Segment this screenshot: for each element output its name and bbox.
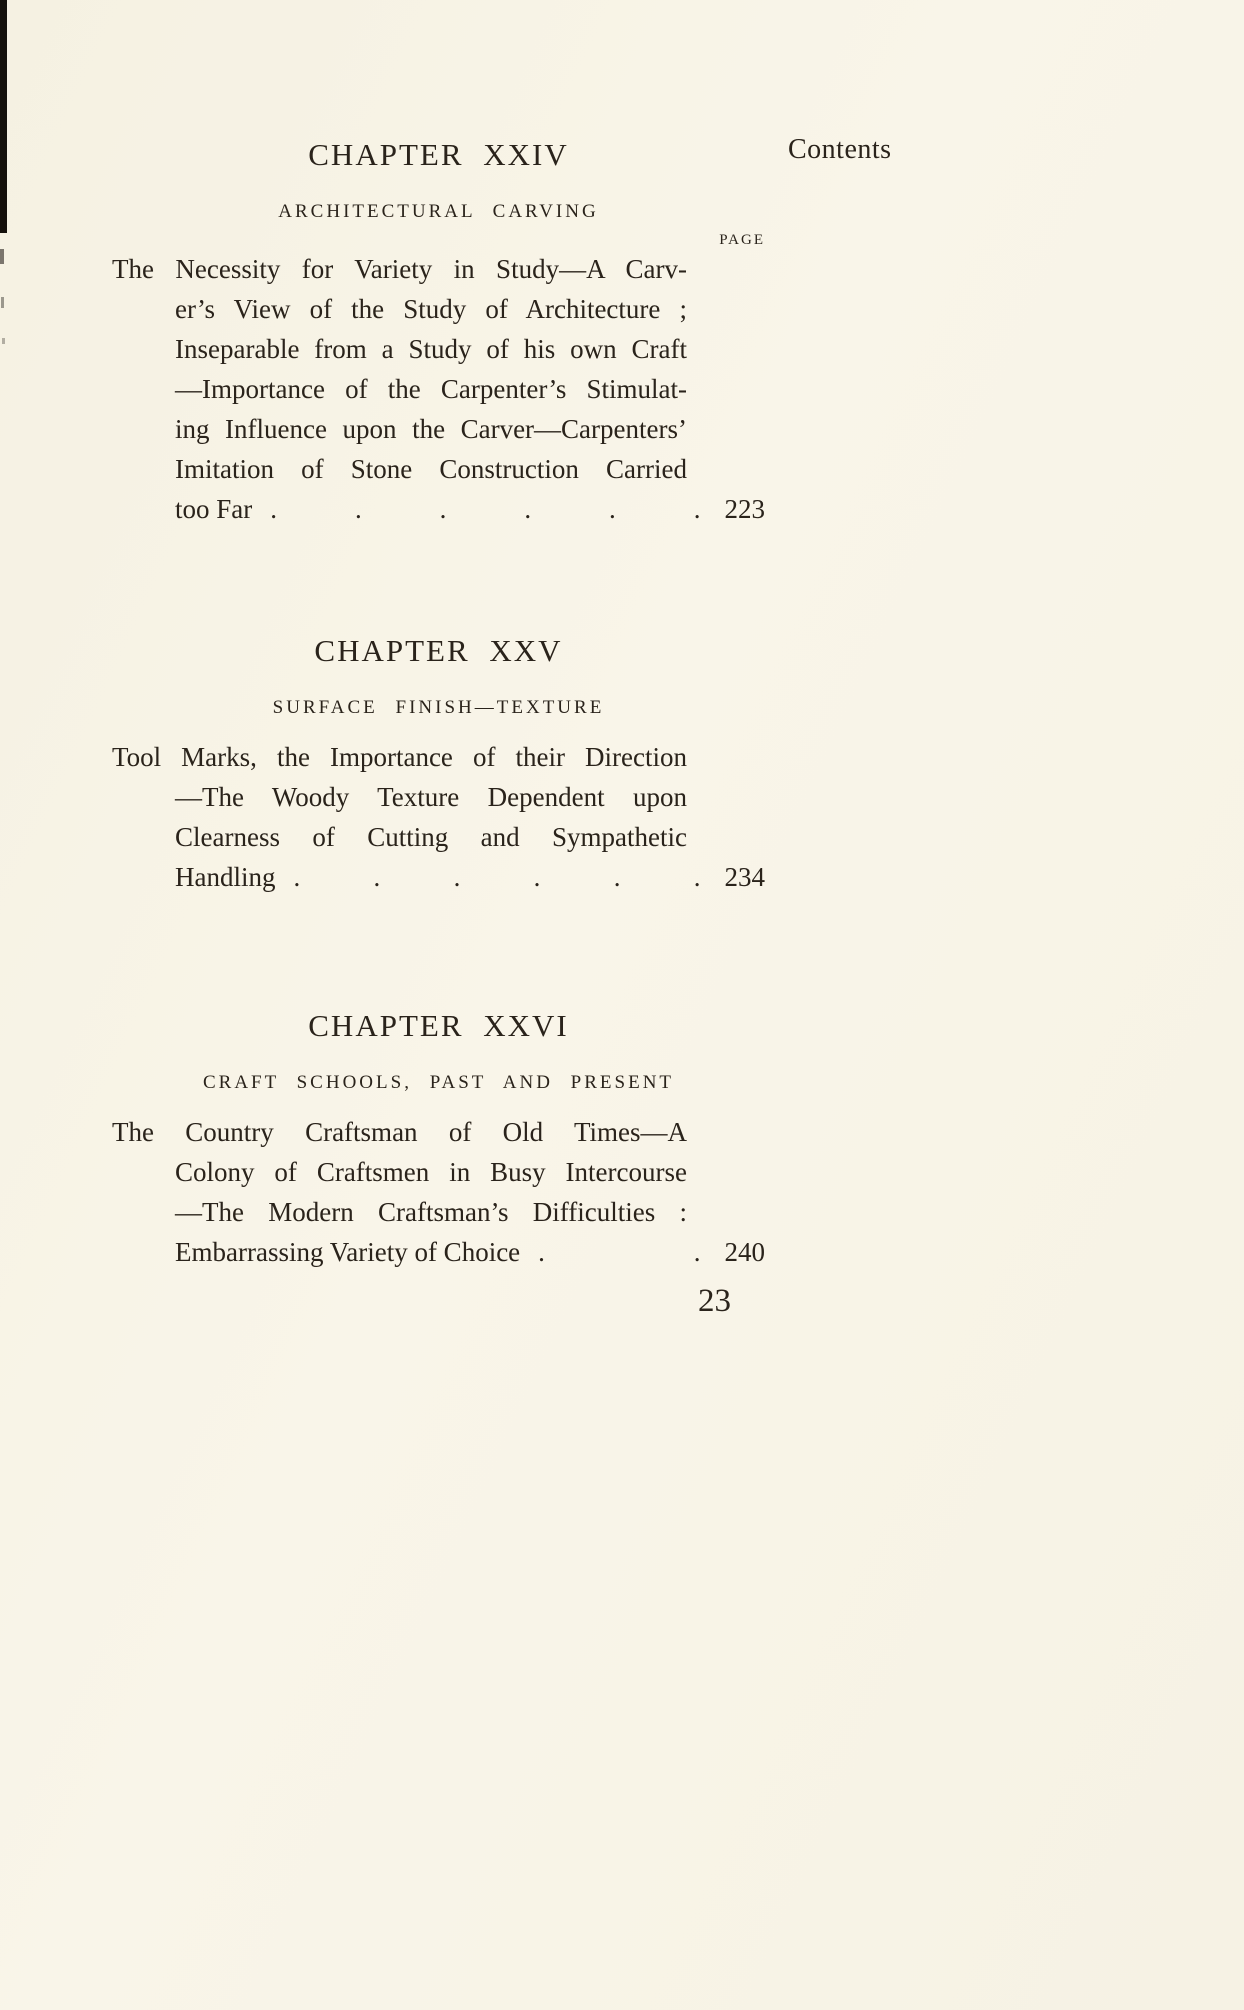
toc-entry-text: Handling [175, 862, 276, 892]
toc-entry-line: Colony of Craftsmen in Busy Intercourse [175, 1157, 687, 1187]
toc-entry-line: Tool Marks, the Importance of their Direction [112, 742, 687, 772]
chapter-page-number: 234 [724, 862, 765, 892]
toc-entry-line: —The Woody Texture Dependent upon [175, 782, 687, 812]
binding-edge-dash [2, 338, 5, 344]
toc-entry-line: —Importance of the Carpenter’s Stimulat- [175, 374, 687, 404]
chapter-summary-entry [112, 1112, 765, 1272]
toc-entry-last-line [112, 489, 765, 529]
leader-dots: . . . . . . [270, 494, 701, 524]
toc-entry-line: Inseparable from a Study of his own Craft [175, 334, 687, 364]
chapter-section [112, 1009, 765, 1272]
chapter-page-number: 223 [724, 494, 765, 524]
chapter-title: CHAPTER XXV [314, 633, 563, 668]
chapter-section [112, 634, 765, 897]
toc-entry-line: The Necessity for Variety in Study—A Carv- [112, 254, 687, 284]
toc-entry-last-line [112, 857, 765, 897]
chapter-section [112, 138, 765, 529]
chapter-title: CHAPTER XXVI [308, 1008, 569, 1043]
binding-edge-dash [1, 297, 4, 308]
running-header: Contents [788, 134, 892, 165]
toc-entry-text: too Far [175, 494, 253, 524]
toc-entry-line: Clearness of Cutting and Sympathetic [175, 822, 687, 852]
chapter-subtitle: ARCHITECTURAL CARVING [278, 201, 599, 222]
toc-entry-line: The Country Craftsman of Old Times—A [112, 1117, 687, 1147]
chapter-summary-entry [112, 737, 765, 897]
binding-edge-artifact [0, 0, 7, 233]
toc-entry-text: Embarrassing Variety of Choice [175, 1237, 521, 1267]
chapter-title: CHAPTER XXIV [308, 137, 569, 172]
leader-dots: . . [538, 1237, 701, 1267]
toc-entry-last-line [112, 1232, 765, 1272]
toc-entry-line: Imitation of Stone Construction Carried [175, 454, 687, 484]
toc-entry-line: ing Influence upon the Carver—Carpenters’ [175, 414, 687, 444]
chapter-subtitle: SURFACE FINISH—TEXTURE [272, 697, 605, 718]
chapter-subtitle: CRAFT SCHOOLS, PAST AND PRESENT [202, 1072, 675, 1093]
leader-dots: . . . . . . [293, 862, 701, 892]
chapter-page-number: 240 [724, 1237, 765, 1267]
page-column-label: PAGE [719, 232, 765, 248]
folio-page-number: 23 [698, 1283, 731, 1319]
toc-entry-line: —The Modern Craftsman’s Difficulties : [175, 1197, 687, 1227]
toc-entry-line: er’s View of the Study of Architecture ; [175, 294, 687, 324]
contents-page [112, 0, 765, 1318]
binding-edge-dash [0, 249, 4, 264]
chapter-summary-entry [112, 249, 765, 529]
